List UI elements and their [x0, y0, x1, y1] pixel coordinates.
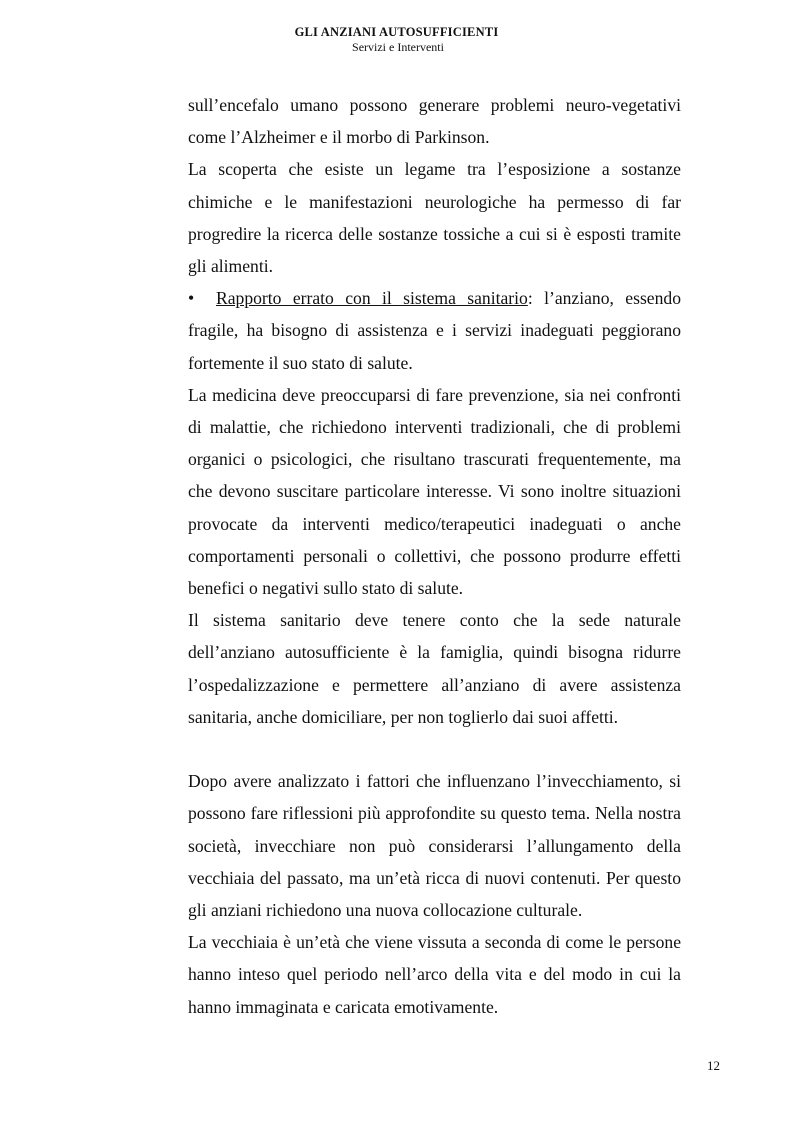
- paragraph-spacer: [188, 733, 681, 765]
- paragraph: Dopo avere analizzato i fattori che influenzano l’invecchiamento, si possono fare riflessioni più approfondite su questo tema. Nella nostra società, invecchiare non può considerarsi l’allungamento della vecchiaia del passato, ma un’età ricca di nuovi contenuti. Per questo gli anziani richiedono una nuova collocazione culturale.: [188, 771, 681, 921]
- bullet-term: Rapporto errato con il sistema sanitario: [216, 288, 528, 309]
- paragraph: La scoperta che esiste un legame tra l’esposizione a sostanze chimiche e le manifestazioni neurologiche ha permesso di far progredire la ricerca delle sostanze tossiche a cui si è esposti tramite gli alimenti.: [188, 159, 681, 277]
- header-subtitle: Servizi e Interventi: [352, 40, 444, 54]
- bullet-text: : l’anziano, essendo fragile, ha bisogno di assistenza e i servizi inadeguati peggiorano fortemente il suo stato di salute.: [188, 288, 681, 373]
- paragraph: sull’encefalo umano possono generare problemi neuro-vegetativi come l’Alzheimer e il morbo di Parkinson.: [188, 95, 681, 148]
- page-number: 12: [707, 1058, 720, 1073]
- bullet-item: [188, 282, 681, 379]
- paragraph: Il sistema sanitario deve tenere conto che la sede naturale dell’anziano autosufficiente è la famiglia, quindi bisogna ridurre l’ospedalizzazione e permettere all’anziano di avere assistenza sanitaria, anche domiciliare, per non toglierlo dai suoi affetti.: [188, 610, 681, 727]
- body-text: [188, 89, 681, 1023]
- paragraph: La vecchiaia è un’età che viene vissuta a seconda di come le persone hanno inteso quel periodo nell’arco della vita e del modo in cui la hanno immaginata e caricata emotivamente.: [188, 932, 681, 1017]
- bullet-icon: •: [188, 288, 195, 309]
- paragraph: La medicina deve preoccuparsi di fare prevenzione, sia nei confronti di malattie, che richiedono interventi tradizionali, che di problemi organici o psicologici, che risultano trascurati frequentemente, ma che devono suscitare particolare interesse. Vi sono inoltre situazioni provocate da interventi medico/terapeutici inadeguati o anche comportamenti personali o collettivi, che possono produrre effetti benefici o negativi sullo stato di salute.: [188, 384, 681, 599]
- header-title: GLI ANZIANI AUTOSUFFICIENTI: [294, 25, 499, 39]
- running-header: [0, 24, 793, 54]
